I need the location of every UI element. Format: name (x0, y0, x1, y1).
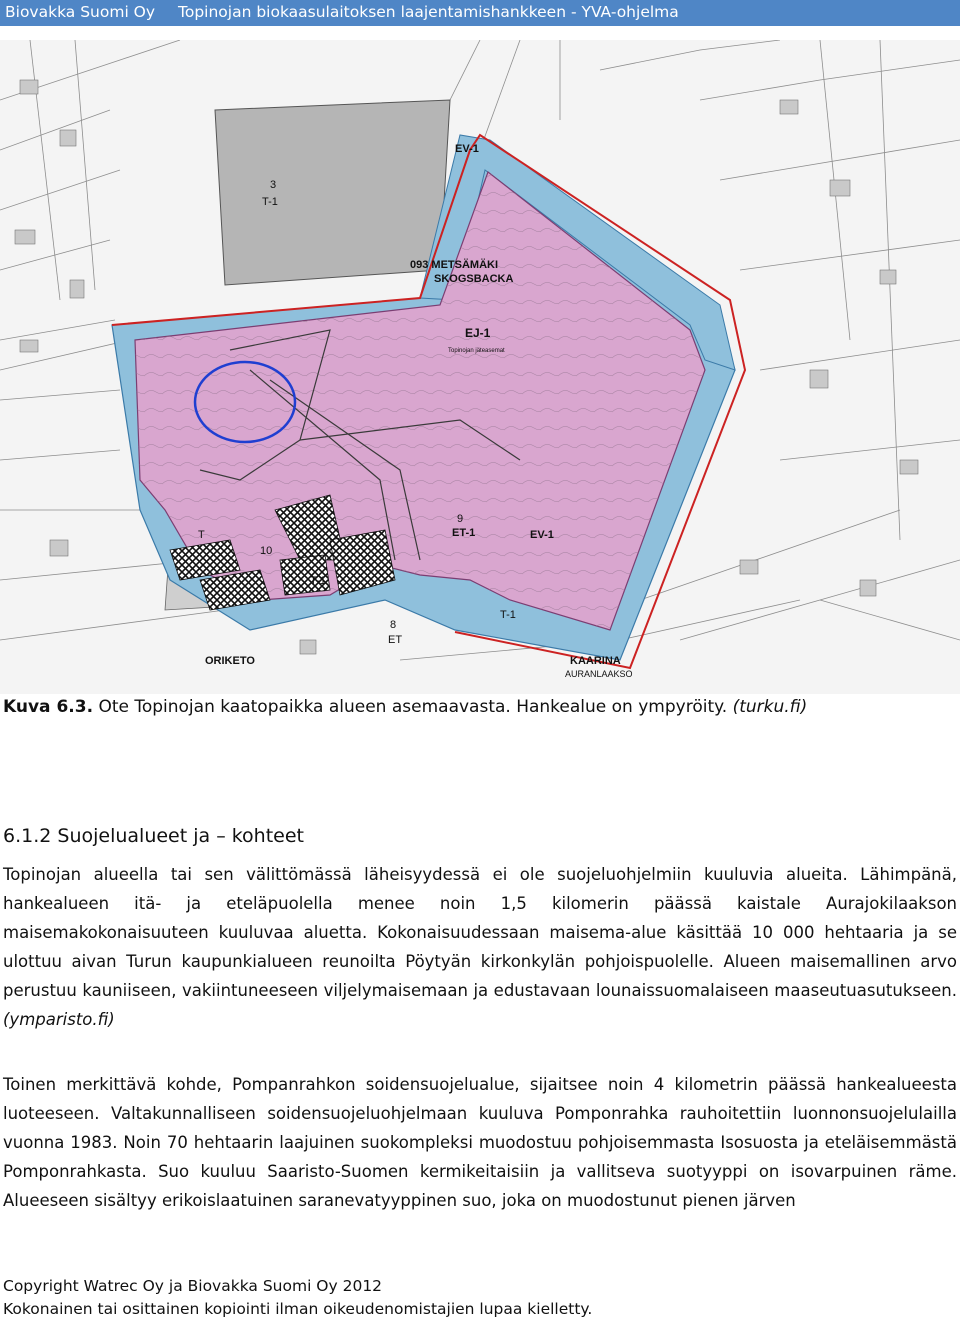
label-oriketo: ORIKETO (205, 655, 255, 667)
label-t1-west: T-1 (262, 196, 278, 208)
paragraph-1-text: Topinojan alueella tai sen välittömässä läheisyydessä ei ole suojeluohjelmiin kuuluvia alueita. Lähimpänä, hankealueen itä- ja eteläpuolella menee noin 1,5 kilomerin päässä kaistale Aurajokilaakson maisemakokonaisuuteen kuuluvaa aluetta. Kokonaisuudessaan maisema-alue käsittää 10 000 hehtaaria ja se ulottuu aivan Turun kaupunkialueen reunoilta Pöytyän kirkonkylän pohjoispuolelle. Alueen maisemallinen arvo perustuu kauniiseen, vakiintuneeseen viljelymaisemaan ja edustavaan lounaissuomalaiseen maaseutuasutukseen. (3, 865, 957, 1000)
label-t1-south: T-1 (310, 575, 326, 587)
paragraph-1 (3, 860, 957, 1034)
header-project-title: Topinojan biokaasulaitoksen laajentamishankkeen - YVA-ohjelma (178, 3, 679, 21)
grey-parcel-north (215, 100, 450, 285)
label-et: ET (388, 634, 403, 646)
label-block-3: 3 (270, 179, 277, 191)
paragraph-2: Toinen merkittävä kohde, Pompanrahkon soidensuojelualue, sijaitsee noin 4 kilometrin päässä hankealueesta luoteeseen. Valtakunnalliseen soidensuojeluohjelmaan kuuluva Pomponrahka rauhoitettiin luonnonsuojelulailla vuonna 1983. Noin 70 hehtaarin laajuinen suokompleksi muodostuu pohjoisemmasta Isosuosta ja eteläisemmästä Pomponrahkasta. Suo kuuluu Saaristo-Suomen kermikeitaisiin ja vallitseva suotyyppi on isovarpuinen räme. Alueeseen sisältyy erikoislaatuinen saranevatyyppinen suo, joka on muodostunut pienen järven (3, 1075, 957, 1210)
header-company: Biovakka Suomi Oy (5, 3, 156, 21)
label-metsamaki-2: SKOGSBACKA (434, 273, 514, 285)
caption-label: Kuva 6.3. (3, 697, 94, 717)
footer-notice: Kokonainen tai osittainen kopiointi ilman oikeudenomistajien lupaa kielletty. (3, 1300, 593, 1318)
label-ev1-north: EV-1 (455, 143, 479, 155)
label-topinojan: Topinojan jäteasemat (448, 348, 505, 354)
page-footer (3, 1275, 592, 1321)
label-kaarina: KAARINA (570, 655, 621, 667)
label-metsamaki-1: 093 METSÄMÄKI (410, 259, 499, 271)
section-heading: 6.1.2 Suojelualueet ja – kohteet (3, 825, 305, 847)
label-auranlaakso: AURANLAAKSO (565, 669, 633, 679)
paragraph-1-source: (ymparisto.fi) (3, 1010, 115, 1029)
caption-source: (turku.fi) (732, 697, 808, 717)
label-block-8: 8 (390, 619, 397, 631)
caption-text: Ote Topinojan kaatopaikka alueen asemaavasta. Hankealue on ympyröity. (98, 697, 728, 717)
label-ej1: EJ-1 (465, 326, 491, 340)
figure-caption (3, 695, 807, 719)
label-t: T (198, 529, 205, 541)
label-t1-east: T-1 (500, 609, 516, 621)
label-block-9: 9 (457, 513, 464, 525)
page-header (0, 0, 960, 26)
label-et1: ET-1 (452, 527, 476, 539)
footer-copyright: Copyright Watrec Oy ja Biovakka Suomi Oy 2012 (3, 1277, 383, 1295)
label-block-10: 10 (260, 545, 273, 557)
zoning-map (0, 40, 960, 694)
label-ev1-south: EV-1 (530, 529, 554, 541)
